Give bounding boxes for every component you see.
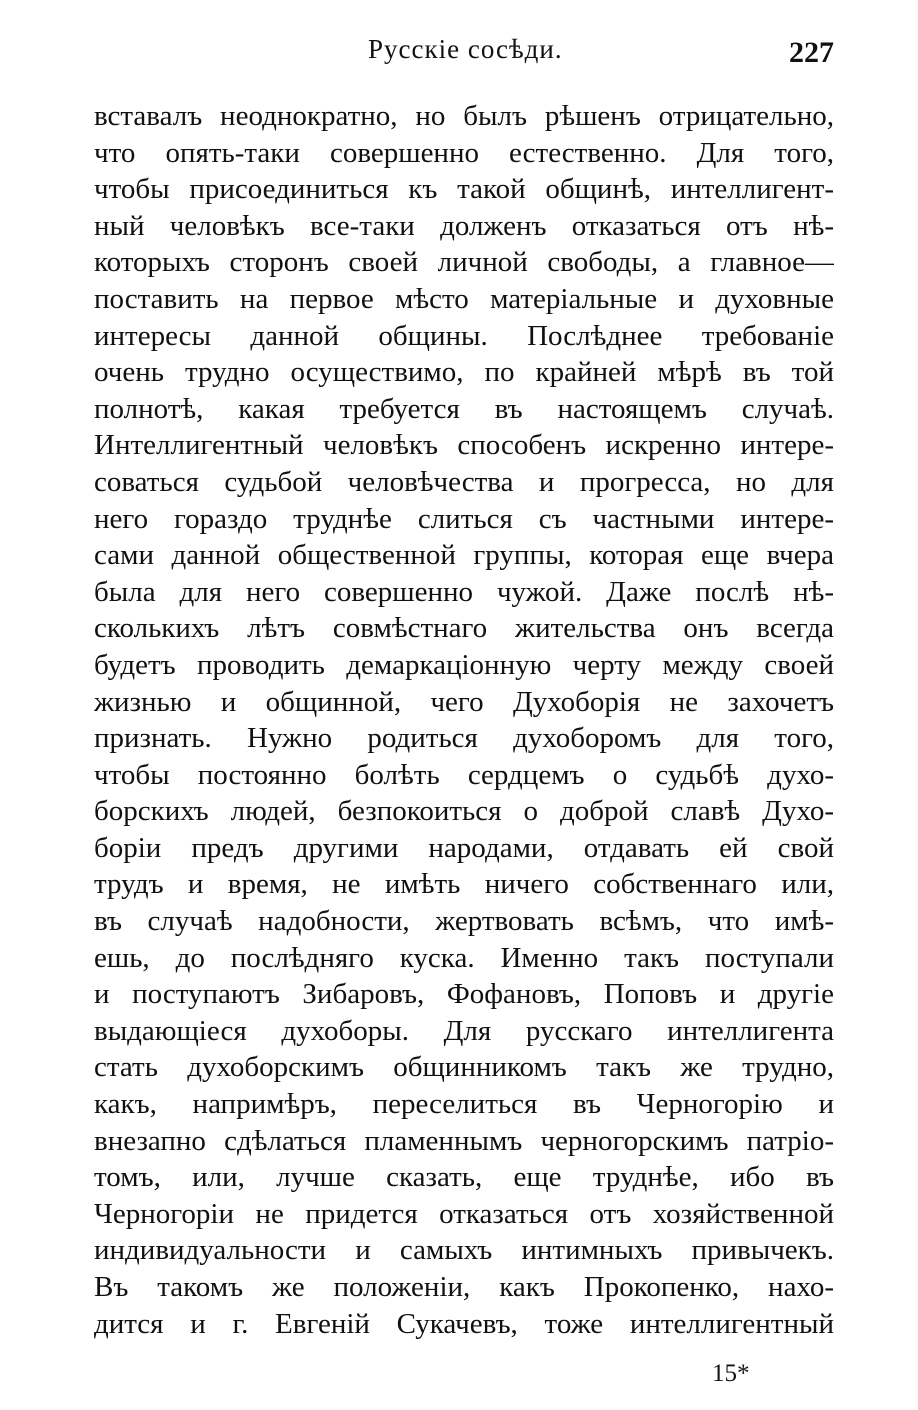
text-line: интересы данной общины. Послѣднее требованіе <box>94 319 834 352</box>
text-line: признать. Нужно родиться духоборомъ для того, <box>94 722 834 755</box>
text-line: него гораздо труднѣе слиться съ частными интере- <box>94 502 834 535</box>
text-line: что опять-таки совершенно естественно. Для того, <box>94 136 834 169</box>
text-line: сколькихъ лѣтъ совмѣстнаго жительства онъ всегда <box>94 612 834 645</box>
text-line: и поступаютъ Зибаровъ, Фофановъ, Поповъ и другіе <box>94 978 834 1011</box>
text-line: борскихъ людей, безпокоиться о доброй славѣ Духо- <box>94 795 834 828</box>
text-line: стать духоборскимъ общинникомъ такъ же трудно, <box>94 1051 834 1084</box>
text-line: внезапно сдѣлаться пламеннымъ черногорскимъ патріо- <box>94 1124 834 1157</box>
body-text <box>94 98 834 1342</box>
text-line: чтобы постоянно болѣть сердцемъ о судьбѣ духо- <box>94 758 834 791</box>
text-line: очень трудно осуществимо, по крайней мѣрѣ въ той <box>94 356 834 389</box>
text-line: чтобы присоединиться къ такой общинѣ, интеллигент- <box>94 173 834 206</box>
running-title: Русскіе сосѣди. <box>368 34 563 64</box>
text-line: Интеллигентный человѣкъ способенъ искренно интере- <box>94 429 834 462</box>
text-line: трудъ и время, не имѣть ничего собственнаго или, <box>94 868 834 901</box>
text-line: была для него совершенно чужой. Даже послѣ нѣ- <box>94 575 834 608</box>
text-line: томъ, или, лучше сказать, еще труднѣе, ибо въ <box>94 1161 834 1194</box>
text-line: полнотѣ, какая требуется въ настоящемъ случаѣ. <box>94 392 834 425</box>
text-line: ный человѣкъ все-таки долженъ отказаться отъ нѣ- <box>94 209 834 242</box>
text-line: какъ, напримѣръ, переселиться въ Черногорію и <box>94 1088 834 1121</box>
text-line: Черногоріи не придется отказаться отъ хозяйственной <box>94 1197 834 1230</box>
text-line: индивидуальности и самыхъ интимныхъ привычекъ. <box>94 1234 834 1267</box>
text-line: выдающіеся духоборы. Для русскаго интеллигента <box>94 1014 834 1047</box>
page-number: 227 <box>789 36 834 69</box>
text-line: сами данной общественной группы, которая еще вчера <box>94 539 834 572</box>
text-line: поставить на первое мѣсто матеріальные и духовные <box>94 282 834 315</box>
text-line: ешь, до послѣдняго куска. Именно такъ поступали <box>94 941 834 974</box>
text-line: боріи предъ другими народами, отдавать ей свой <box>94 831 834 864</box>
text-line: будетъ проводить демаркаціонную черту между своей <box>94 648 834 681</box>
signature-mark: 15* <box>712 1360 750 1387</box>
text-line: дится и г. Евгеній Сукачевъ, тоже интеллигентный <box>94 1307 834 1340</box>
text-line: вставалъ неоднократно, но былъ рѣшенъ отрицательно, <box>94 100 834 132</box>
text-line: которыхъ сторонъ своей личной свободы, а главное— <box>94 246 834 279</box>
text-line: соваться судьбой человѣчества и прогресса, но для <box>94 465 834 498</box>
text-line: въ случаѣ надобности, жертвовать всѣмъ, что имѣ- <box>94 905 834 938</box>
text-line: Въ такомъ же положеніи, какъ Прокопенко, нахо- <box>94 1271 834 1303</box>
text-line: жизнью и общинной, чего Духоборія не захочетъ <box>94 685 834 718</box>
running-head <box>0 30 918 70</box>
